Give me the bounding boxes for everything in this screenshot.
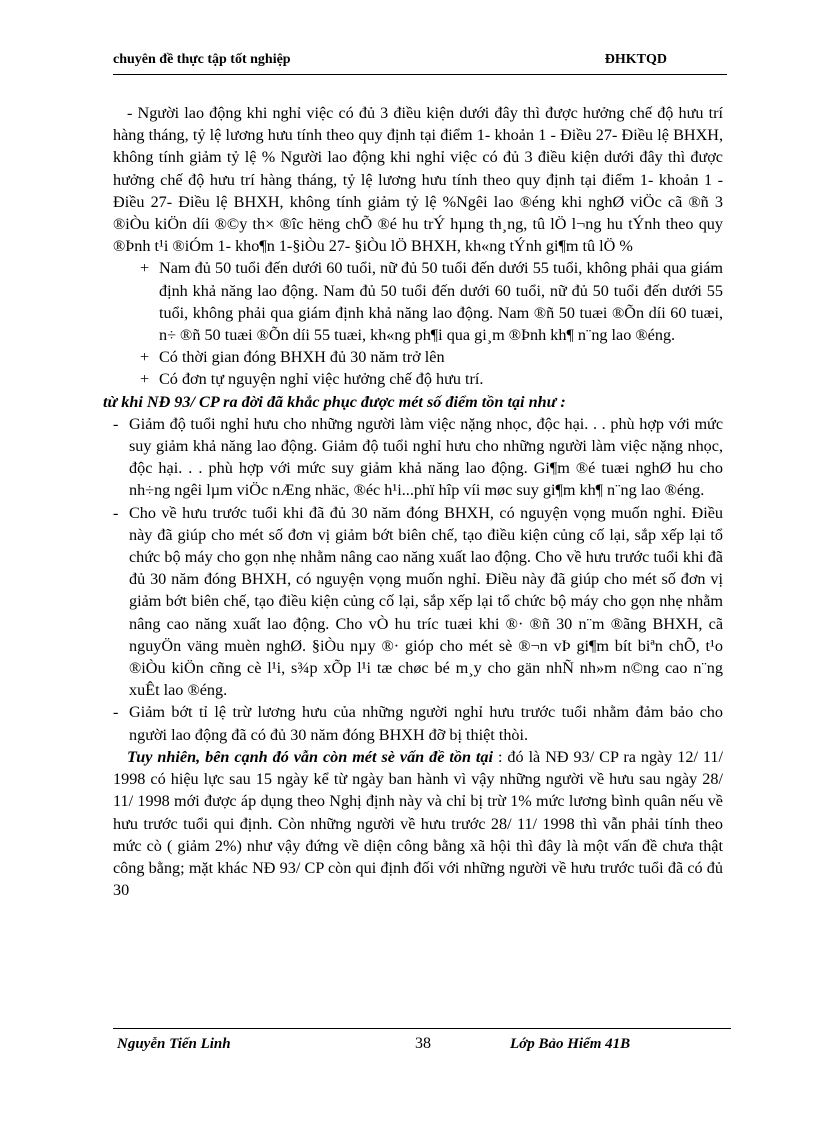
header-title: chuyên đề thực tập tốt nghiệp (113, 52, 291, 67)
footer-class: Lớp Bảo Hiểm 41B (510, 1036, 631, 1052)
page-number: 38 (415, 1035, 431, 1052)
closing-lead: Tuy nhiên, bên cạnh đó vẫn còn mét sè vấn đề tồn tại (127, 747, 493, 766)
plus-marker: + (140, 348, 150, 367)
footer-rule (113, 1028, 731, 1029)
page-body (103, 102, 724, 901)
dash-marker: - (113, 414, 119, 433)
bullet-item-3 (113, 701, 723, 745)
bullet-item-2 (113, 502, 723, 702)
plus-marker: + (140, 370, 150, 389)
condition-item-3 (140, 368, 723, 390)
dash-marker: - (113, 503, 119, 522)
bullet-item-1 (113, 413, 723, 502)
dash-marker: - (113, 703, 119, 722)
condition-text: Nam đủ 50 tuổi đến dưới 60 tuổi, nữ đủ 50 tuổi đến dưới 55 tuổi, không phải qua giám định khả năng lao động. Nam đủ 50 tuổi đến dưới 60 tuổi, nữ đủ 50 tuổi đến dưới 55 tuổi, không phải qua giám định khả năng lao động. Nam ®ñ 50 tuæi ®Õn díi 60 tuæi, n÷ ®ñ 50 tuæi ®Õn díi 55 tuæi, kh«ng ph¶i qua gi¸m ®Þnh kh¶ n¨ng lao ®éng. (159, 259, 723, 345)
plus-marker: + (140, 259, 150, 278)
paragraph-retirement-conditions: - Người lao động khi nghỉ việc có đủ 3 điều kiện dưới đây thì được hưởng chế độ hưu trí hàng tháng, tỷ lệ lương hưu tính theo quy định tại điểm 1- khoản 1 - Điều 27- Điều lệ BHXH, không tính giảm tỷ lệ % Người lao động khi nghỉ việc có đủ 3 điều kiện dưới đây thì được hưởng chế độ hưu trí hàng tháng, tỷ lệ lương hưu tính theo quy định tại điểm 1- khoản 1 - Điều 27- Điều lệ BHXH, không tính giảm tỷ lệ %Ngêi lao ®éng khi nghØ viÖc cã ®ñ 3 ®iÒu kiÖn díi ®©y th× ®îc hëng chÕ ®é hu trÝ hµng th¸ng, tû lÖ l¬ng hu tÝnh theo quy ®Þnh t¹i ®iÓm 1- kho¶n 1-§iÒu 27- §iÒu lÖ BHXH, kh«ng tÝnh gi¶m tû lÖ % (113, 104, 723, 256)
bullet-text: Giảm độ tuổi nghỉ hưu cho những người làm việc nặng nhọc, độc hại. . . phù hợp với mức suy giảm khả năng lao động. Giảm độ tuổi nghỉ hưu cho những người làm việc nặng nhọc, độc hại. . . phù hợp với mức suy giảm khả năng lao động. Gi¶m ®é tuæi nghØ hu cho nh÷ng ngêi lµm viÖc nÆng nhäc, ®éc h¹i...phï hîp víi møc suy gi¶m kh¶ n¨ng lao ®éng. (129, 414, 723, 500)
closing-text: : đó là NĐ 93/ CP ra ngày 12/ 11/ 1998 có hiệu lực sau 15 ngày kể từ ngày ban hành vì vậy những người về hưu sau ngày 28/ 11/ 1998 mới được áp dụng theo Nghị định này và chỉ bị trừ 1% mức lương bình quân nếu về hưu trước tuổi qui định. Còn những người về hưu trước 28/ 11/ 1998 thì vẫn phải tính theo mức cò ( giảm 2%) như vậy đứng về diện công bằng xã hội thì đây là một vấn đề chưa thật công bằng; mặt khác NĐ 93/ CP còn qui định đối với những người về hưu trước tuổi đã có đủ 30 (113, 747, 724, 900)
closing-paragraph (113, 746, 723, 901)
condition-item-2 (140, 346, 723, 368)
bullet-text: Giảm bớt tỉ lệ trừ lương hưu của những người nghỉ hưu trước tuổi nhằm đảm bảo cho người lao động đã có đủ 30 năm đóng BHXH đỡ bị thiệt thòi. (129, 703, 723, 744)
page-header (113, 52, 727, 72)
header-school: ĐHKTQD (604, 52, 667, 67)
condition-item-1 (140, 257, 723, 346)
header-rule (113, 74, 727, 75)
page-footer (117, 1036, 731, 1058)
section-title: từ khi NĐ 93/ CP ra đời đã khắc phục được mét số điểm tồn tại như : (103, 392, 566, 411)
footer-author: Nguyễn Tiến Linh (117, 1036, 231, 1052)
condition-text: Có đơn tự nguyện nghỉ việc hưởng chế độ hưu trí. (159, 370, 484, 389)
bullet-text: Cho về hưu trước tuổi khi đã đủ 30 năm đóng BHXH, có nguyện vọng muốn nghỉ. Điều này đã giúp cho mét số đơn vị giảm bớt biên chế, tạo điều kiện củng cố lại, sắp xếp lại tổ chức bộ máy cho gọn nhẹ nhằm nâng cao năng xuất lao động. Cho về hưu trước tuổi khi đã đủ 30 năm đóng BHXH, có nguyện vọng muốn nghỉ. Điều này đã giúp cho mét số đơn vị giảm bớt biên chế, tạo điều kiện củng cố lại, sắp xếp lại tổ chức bộ máy cho gọn nhẹ nhằm nâng cao năng xuất lao động. Cho vÒ hu tríc tuæi khi ®· ®ñ 30 n¨m ®ãng BHXH, cã nguyÖn väng muèn nghØ. §iÒu nµy ®· gióp cho mét sè ®¬n vÞ gi¶m bít biªn chÕ, t¹o ®iÒu kiÖn cñng cè l¹i, s¾p xÕp l¹i tæ chøc bé m¸y cho gän nhÑ nh»m n©ng cao n¨ng xuÊt lao ®éng. (129, 503, 723, 700)
condition-text: Có thời gian đóng BHXH đủ 30 năm trở lên (159, 348, 445, 367)
